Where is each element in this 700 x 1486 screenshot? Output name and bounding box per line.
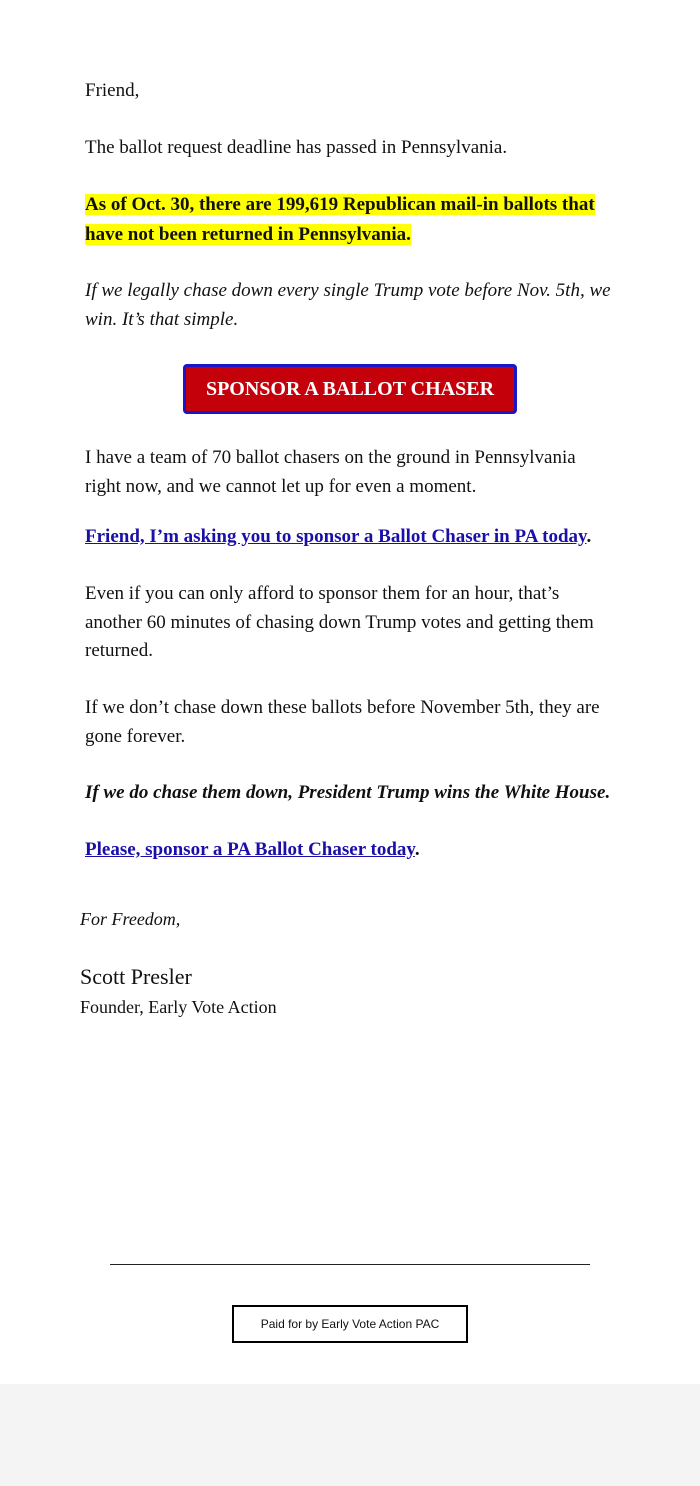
chase-paragraph: If we legally chase down every single Trump vote before Nov. 5th, we win. It’s that simple. [85, 280, 611, 330]
link-period: . [586, 526, 592, 547]
sponsor-chaser-link[interactable]: Friend, I’m asking you to sponsor a Ballot Chaser in PA today [85, 526, 587, 547]
greeting: Friend, [85, 80, 140, 101]
footer-background [0, 1384, 700, 1486]
team-paragraph: I have a team of 70 ballot chasers on the ground in Pennsylvania right now, and we cannot let up for even a moment. [85, 447, 576, 497]
sponsor-pa-chaser-link[interactable]: Please, sponsor a PA Ballot Chaser today [85, 839, 415, 860]
signoff: For Freedom, [80, 909, 181, 929]
sender-name: Scott Presler [80, 964, 192, 989]
highlight-paragraph [85, 190, 625, 249]
highlighted-stat: As of Oct. 30, there are 199,619 Republican mail-in ballots that have not been returned in Pennsylvania. [85, 194, 595, 245]
white-house-paragraph: If we do chase them down, President Trump wins the White House. [85, 782, 611, 803]
please-link-paragraph [85, 836, 615, 865]
link-period-2: . [414, 839, 420, 860]
footer-divider [110, 1264, 590, 1265]
sender-title: Founder, Early Vote Action [80, 997, 277, 1017]
paid-for-disclaimer: Paid for by Early Vote Action PAC [232, 1305, 468, 1343]
forever-paragraph: If we don’t chase down these ballots before November 5th, they are gone forever. [85, 697, 600, 747]
hour-paragraph: Even if you can only afford to sponsor them for an hour, that’s another 60 minutes of chasing down Trump votes and getting them returned. [85, 583, 594, 661]
sponsor-link-paragraph [85, 523, 615, 552]
deadline-paragraph: The ballot request deadline has passed in Pennsylvania. [85, 137, 508, 158]
sponsor-ballot-chaser-button[interactable]: SPONSOR A BALLOT CHASER [183, 364, 517, 414]
